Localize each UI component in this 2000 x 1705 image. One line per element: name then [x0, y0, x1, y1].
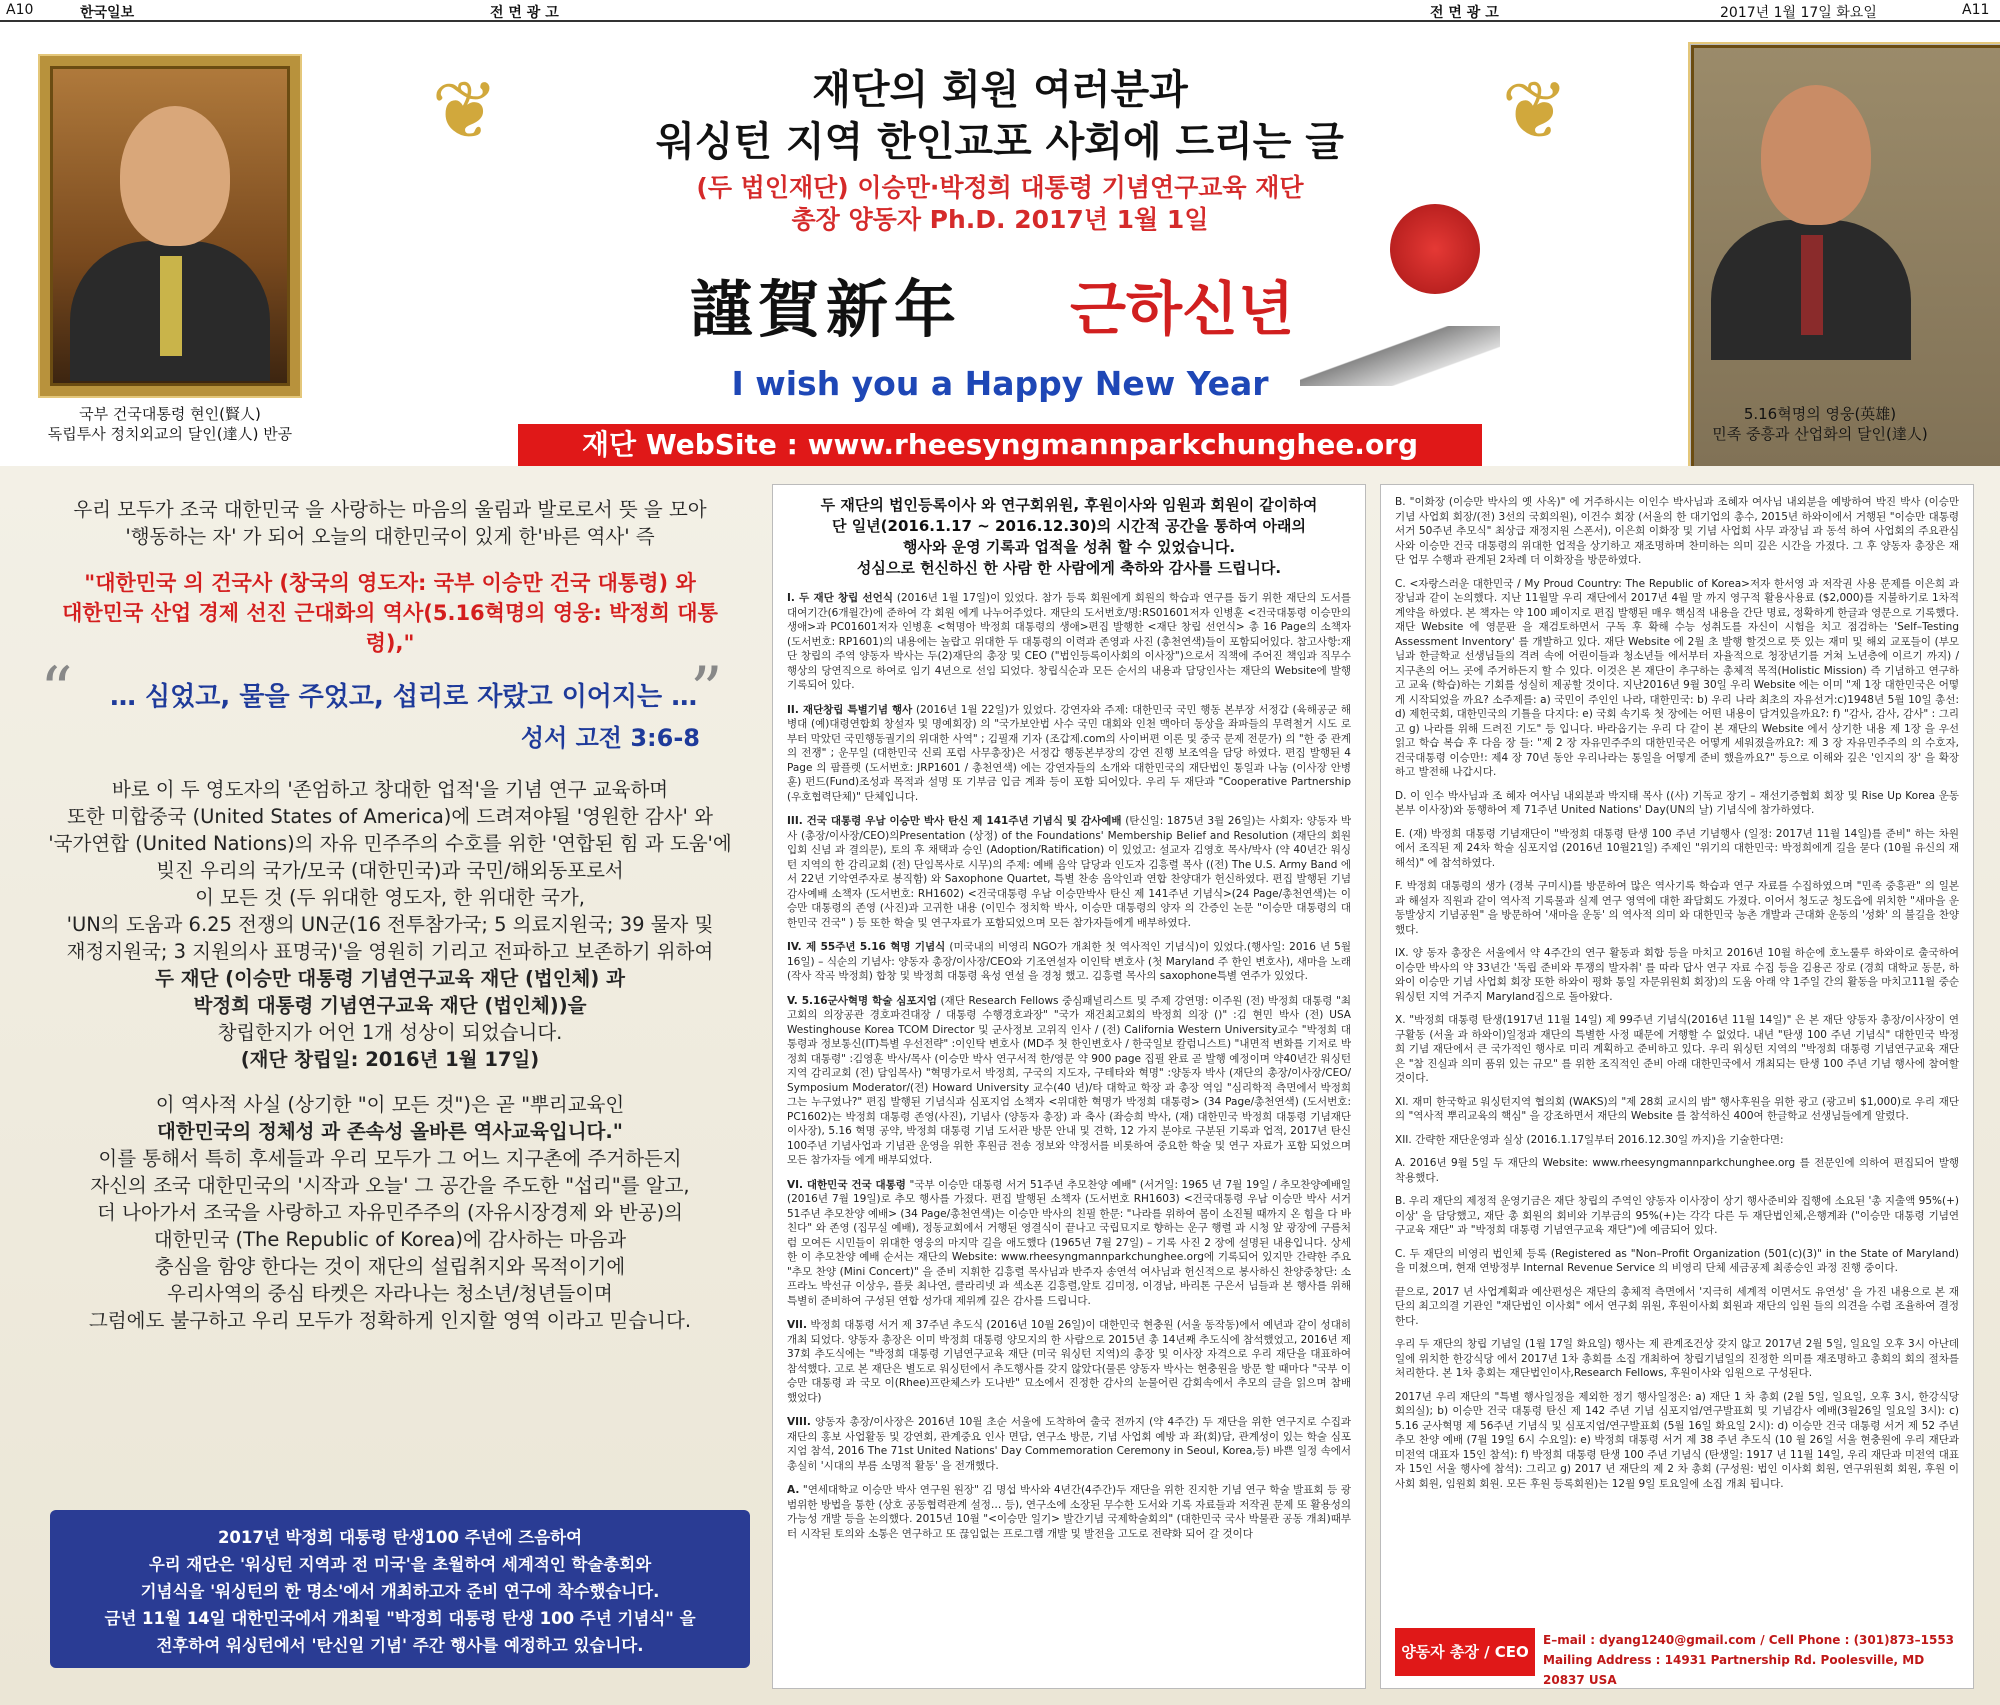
body-line: 이 역사적 사실 (상기한 "이 모든 것")은 곧 "뿌리교육인: [155, 1093, 625, 1116]
report-item: [787, 1415, 1351, 1473]
report-item: [787, 703, 1351, 805]
report-item: [1395, 1133, 1959, 1148]
announcement-line: 전후하여 워싱턴에서 '탄신일 기념' 주간 행사를 예정하고 있습니다.: [156, 1636, 644, 1655]
quote-text: … 심었고, 물을 주었고, 섭리로 자랐고 이어지는 …: [110, 682, 698, 712]
report-item-label: D.: [1395, 789, 1407, 802]
report-item-label: V. 5.16군사혁명 학술 심포지엄: [787, 994, 937, 1007]
scripture-quote: [40, 654, 740, 756]
body-line: 자신의 조국 대한민국의 '시작과 오늘' 그 공간을 주도한 "섭리"를 알고,: [90, 1174, 690, 1197]
report-item-text: <자랑스러운 대한민국 / My Proud Country: The Republic of Korea>저자 한서영 과 저작권 사용 문제를 이은희 과장님과 같이 논의했다. 지난 11월말 우리 재단에서 2017년 4월 말 까지 영구적 활용사용료 ($2,000)를 지불하기로 1차적 계약을 하였다. 본 책자는 약 100 페이지로 편집 발행된 매우 핵심적 내용을 간단 명료, 정확하게 한글과 영문으로 기록했다. 재단 Website 에 영문판 을 재검토하면서 구독 후 확해 수능 성취도를 자신이 시험을 치고 점검하는 'Self–Testing Assessment Inventory' 를 개발하고 있다. 재단 Website 에 2월 초 발행 할것으로 뜻 있는 재미 및 해외 교포들이 (부모님과 한글학교 선생님들의 격려 속에 어린이들과 청소년들 에서부터 자율적으로 청장년기를 거쳐 노년층에 이르기 까지) / 지구촌의 어느 곳에 주거하든지 할 수 있다. 이것은 본 재단이 추구하는 총체적 목적(Holistic Mission) 즉 기념하고 연구하고 교육 (학습)하는 기회를 성실히 제공할 것이다. 지난2016년 9월 30일 우리 Website 에는 이미 "제 1장 대한민국은 어떻게 시작되었을 까요? 소주제를: a) 국민이 주인인 나라, 대한민국: b) 우리 나라 최초의 자유선거:c)1948년 5월 10일 총선: d) 제헌국회, 대한민국의 기틀을 다지다: e) 국회 속기록 첫 장에는 어떤 내용이 담겨있을까요?: f) "감사, 감사, 감사" : 그리고 g) 나라를 위해 드려진 기도" 등 입니다. 바라옵기는 우리 다 같이 본 재단의 Website 에서 상기한 내용 제 1장 을 우선 읽고 학습 복습 후 다음 장 들: "제 2 장 자유민주주의 대한민국은 어떻게 세워졌을까요?: 제 3 장 자유민주주의 의 수호자, 건국대통령 이승만!: 제4 장 70년 동안 우리나라는 통일을 어떻게 준비 했을까요?" 등으로 이해와 깊은 '인지의 장' 을 확장하고 발전해 나갑시다.: [1395, 577, 1959, 778]
report-item-text: 두 재단의 비영리 법인체 등록 (Registered as "Non–Profit Organization (501(c)(3)" in the State of Maryland)을 미쳤으며, 현재 연방정부 Internal Revenue Service 의 비영리 단체 세금공제 최종승인 과정 진행 중이다.: [1395, 1247, 1959, 1274]
report-item-label: XII.: [1395, 1133, 1412, 1146]
report-item: [1395, 1285, 1959, 1329]
portrait-face: [120, 106, 230, 246]
report-item: [787, 814, 1351, 930]
title-line: 재단의 회원 여러분과: [812, 67, 1188, 113]
page-number-right: A11: [1962, 2, 1990, 18]
subtitle: [560, 172, 1440, 236]
website-prefix: 재단 WebSite :: [581, 428, 808, 461]
report-item-label: XI.: [1395, 1095, 1409, 1108]
contact-block: [1395, 1628, 1961, 1687]
report-item: [1395, 1390, 1959, 1492]
report-item: [787, 1318, 1351, 1405]
report-item-text: 박정희 대통령 서거 제 37주년 추도식 (2016년 10월 26일)이 대한민국 현충원 (서울 동작동)에서 예년과 같이 성대히 개최 되었다. 양동자 총장은 이미 박정희 대통령 양모지의 한 사람으로 2015년 총 14년째 추도식에 참석했었고, 2016년 제 37회 추도식에는 "박정희 대통령 기념연구교육 재단 (미국 워싱턴 지역)의 총장 및 이사장 자격으로 우리 재단을 대표하여 참석했다. 고로 본 재단은 별도로 워싱턴에서 추도행사를 갖지 않았다(물론 양동자 박사는 현충원을 방문 할 때마다 "국부 이승만 대통령 과 국모 이(Rhee)프란체스카 도나반" 묘소에서 진정한 감사의 눈물어린 감회속에서 추모의 글을 읽으며 참배 했었다): [787, 1319, 1351, 1404]
report-item-label: C.: [1395, 577, 1406, 590]
caption-line: 민족 중흥과 산업화의 달인(達人): [1712, 425, 1928, 443]
report-item-text: 우리 재단의 제정적 운영기금은 재단 창립의 주역인 양동자 이사장이 상기 행사준비와 집행에 소요된 '총 지출액 95%(+) 이상' 을 담당했고, 재단 총 회원의 회비와 기부금의 95%(+)는 각각 다른 두 재단법인체,은행계좌 ("이승만 대통령 기념연구교육 재단" 과 "박정희 대통령 기념연구교육 재단")에 예금되어 있다.: [1395, 1195, 1960, 1236]
body-line: 재정지원국; 3 지원의사 표명국)'을 영원히 기리고 전파하고 보존하기 위하여: [66, 940, 714, 963]
report-item: [1395, 495, 1959, 568]
report-item: [787, 591, 1351, 693]
report-item: [1395, 577, 1959, 780]
report-item-text: 양 동자 총장은 서울에서 약 4주간의 연구 활동과 회합 등을 마치고 2016년 10월 하순에 호노룰루 하와이로 출국하여 이승만 박사의 약 33년간 '독립 준비와 투쟁의 발자취' 를 따라 답사 연구 자료 수집 등을 김용곤 장로 (경희 대학교 동문, 하와이 이승만 기념 사업회 회장 또한 하와이 평화 통일 자문위원회 회장)의 도움 아래 약 1주일 간의 활동을 마치고11월 중순 워싱턴 지역 거주지 Maryland집으로 돌아왔다.: [1395, 947, 1959, 1003]
report-item-label: VII.: [787, 1319, 807, 1331]
report-item-text: (재) 박정희 대통령 기념재단이 "박정희 대통령 탄생 100 주년 기념행사 (일정: 2017년 11월 14일)를 준비" 하는 차원에서 조직된 제 24차 학술 심포지엄 (2016년 10월21일) 주제인 "위기의 대한민국: 박정희에게 길을 묻다 (10월 유신의 재해석)" 에 참석하였다.: [1395, 827, 1959, 869]
intro-line: 우리 모두가 조국 대한민국 을 사랑하는 마음의 울림과 발로로서 뜻 을 모아: [73, 498, 707, 521]
body-line: 빚진 우리의 국가/모국 (대한민국)과 국민/해외동포로서: [156, 859, 624, 882]
section-label-right: 전 면 광 고: [1430, 5, 1499, 21]
report-item-label: B.: [1395, 1195, 1406, 1207]
report-item-text: 우리 두 재단의 창립 기념일 (1월 17일 화요일) 행사는 제 관계조건상 갖지 않고 2017년 2월 5일, 일요일 오후 3시 아난데일에 위치한 한강식당 에서 2017년 1차 총회를 소집 개최하여 창립기념일의 진정한 의미를 재조명하고 총회의 회의 절차를 처리한다. 본 1차 총회는 재단법인이사,Research Fellows, 후원이사와 임원으로 구성된다.: [1395, 1338, 1959, 1379]
close-quote-icon: ”: [690, 654, 723, 728]
body-line: 창립한지가 어언 1개 성상이 되었습니다.: [217, 1021, 563, 1044]
report-item-text: "박정희 대통령 탄생(1917년 11월 14일) 제 99주년 기념식(2016년 11월 14일)" 은 본 재단 양동자 총장/이사장이 연구활동 (서울 과 하와이)일정과 재단의 특별한 사정 때문에 거행할 수 없었다. 내년 "탄생 100 주년 기념식" 대한민국 박정희 기념 재단에서 큰 국가적인 행사로 미리 계획하고 준비하고 있다. 우리 워싱턴 지역의 "박정희 대통령 기념연구교육 재단은 "참 진실과 의미 품위 있는 규모" 를 위한 조직적인 준비 아래 대한민국에서 개최되는 탄생 100 주년 기념 행사에 참여할 것이다.: [1395, 1014, 1959, 1084]
body-line: '국가연합 (United Nations)의 자유 민주주의 수호를 위한 '연합된 힘 과 도움'에: [48, 832, 732, 855]
report-item: [1395, 1247, 1959, 1276]
left-column: [40, 496, 740, 1334]
center-column: [772, 484, 1366, 1689]
report-item: [1395, 1156, 1959, 1185]
caption-line: 국부 건국대통령 현인(賢人): [79, 405, 261, 423]
body-line: 'UN의 도움과 6.25 전쟁의 UN군(16 전투참가국; 5 의료지원국; 39 물자 및: [66, 913, 714, 936]
report-item-text: 이 인수 박사님과 조 혜자 여사님 내외분과 박지태 목사 ((사) 기독교 장기 – 재선기증협회 회장 및 Rise Up Korea 운동본부 이사장)와 동행하여 제 71주년 United Nations' Day(UN의 날) 기념식에 참가하였다.: [1395, 789, 1960, 816]
website-banner[interactable]: [518, 424, 1482, 466]
newspaper-name: 한국일보: [80, 5, 135, 21]
website-url[interactable]: www.rheesyngmannparkchunghee.org: [807, 428, 1419, 461]
new-year-calligraphy-hanja: 謹賀新年: [690, 273, 963, 346]
body-line: 또한 미합중국 (United States of America)에 드려져야될 '영원한 감사' 와: [67, 805, 713, 828]
report-item-label: X.: [1395, 1014, 1406, 1026]
report-item-text: 2016년 9월 5일 두 재단의 Website: www.rheesyngmannparkchunghee.org 를 전문인에 의하여 편집되어 발행 착용했다.: [1395, 1157, 1960, 1184]
issue-date: 2017년 1월 17일 화요일: [1720, 5, 1877, 21]
report-item-label: II. 재단창립 특별기념 행사: [787, 703, 913, 716]
portrait-face: [1761, 85, 1871, 225]
right-column: [1380, 484, 1974, 1689]
portrait-tie: [1801, 235, 1823, 335]
report-item-text: (재단 Research Fellows 중심패널리스트 및 주제 강연명: 이주원 (전) 박정희 대통령 "최고회의 의장공관 경호파견대장 / 대통령 수행경호과장" "국가 재건최고회의 박정희 의장 ()" :김 현민 박사 (전) USA Westinghouse Korea TCOM Director 및 군사정보 고위직 인사 / (전) California Western University교수 "박정희 대통령과 정보통신(IT)특별 우선전략" :이인탁 변호사 (MD주 첫 한인변호사 / 한국일보 칼럼니스트) "내면적 변화를 기저로 박정희 대통령" :김영훈 박사/목사 (이승만 박사 연구서적 한/영문 약 900 page 집필 완료 곧 발행 예정이며 약40년간 워싱턴 지역 감리교회 (전) 담임목사) "혁명가로서 박정희, 구국의 지도자, 구테타와 혁명" :양동자 박사 (재단의 총장/이사장/CEO/ Symposium Moderator/(전) Howard University 교수(40 년)/타 대학교 학장 과 총장 역임 "심리학적 측면에서 박정희 그는 누구였나?" 편집 발행된 기념식과 심포지엄 소책자 <위대한 혁명가 박정희 대통령> (34 Page/총천연색) (도서번호: PC1602)는 박정희 대통령 존영(사진), 기념사 (양동자 총장) 과 축사 (좌승희 박사, (재) 대한민국 박정희 대통령 기념재단 이사장), 5.16 혁명 공약, 박정희 대통령 기념 도서관 방문 안내 및 견학, 12 가지 분야로 구분된 기록과 업적, 2017년 탄신 100주년 기념사업과 기념관 운영을 위한 후원금 전송 정보와 약정서를 비롯하여 중요한 학술 및 연구 자료가 포함 되었으며 모든 참가자들 에게 배부되었다.: [787, 994, 1351, 1166]
portrait-tie: [160, 256, 182, 356]
report-item: [1395, 1013, 1959, 1086]
body-line: 충심을 함양 한다는 것이 재단의 설립취지와 목적이기에: [154, 1255, 626, 1278]
ad-header: [0, 26, 2000, 466]
body-line: 더 나아가서 조국을 사랑하고 자유민주주의 (자유시장경제 와 반공)의: [96, 1201, 684, 1224]
announcement-box: [50, 1510, 750, 1668]
red-statement: "대한민국 의 건국사 (창국의 영도자: 국부 이승만 건국 대통령) 와: [84, 571, 696, 595]
report-item-label: F.: [1395, 880, 1403, 892]
ceo-label: 양동자 총장 / CEO: [1395, 1628, 1535, 1676]
report-item-label: B.: [1395, 496, 1406, 508]
phoenix-left-icon: ❦: [431, 64, 499, 157]
report-item: [1395, 879, 1959, 937]
report-item: [787, 940, 1351, 984]
report-item-text: "연세대학교 이승만 박사 연구원 원장" 김 명섭 박사와 4년간(4주간)두 재단을 위한 진지한 기념 연구 학술 발표회 등 광범위한 방법을 통한 (상호 공동협력관계 설정… 등), 연구소에 소장된 무수한 도서와 기록 자료들과 저작권 문제 또 활용성의 가능성 개발 등을 논의했다. 2015년 10월 "<이승만 일기> 발간기념 국제학술회의" (대한민국 국사 박물관 공동 개최)때부터 시작된 토의와 소통은 연구하고 또 끊임없는 프로그램 개발 및 발전을 고도로 전략화 되어 갈 것이다: [787, 1484, 1351, 1540]
phoenix-right-icon: ❦: [1501, 64, 1569, 157]
report-item-label: I. 두 재단 창립 선언식: [787, 592, 893, 604]
mailing-address: Mailing Address : 14931 Partnership Rd. Poolesville, MD 20837 USA: [1543, 1653, 1925, 1687]
founding-date: (재단 창립일: 2016년 1월 17일): [240, 1048, 540, 1071]
title-line: 워싱턴 지역 한인교포 사회에 드리는 글: [656, 119, 1344, 165]
body-line: 대한민국의 정체성 과 존속성 올바른 역사교육입니다.": [157, 1120, 623, 1143]
report-item-label: III. 건국 대통령 우남 이승만 박사 탄신 제 141주년 기념식 및 감사예배: [787, 815, 1122, 827]
body-line: 이 모든 것 (두 위대한 영도자, 한 위대한 국가,: [195, 886, 585, 909]
report-list: [787, 591, 1351, 1541]
body-line: 이를 통해서 특히 후세들과 우리 모두가 그 어느 지구촌에 주거하든지: [98, 1147, 682, 1170]
report-item-label: VIII.: [787, 1416, 811, 1428]
report-item-text: (미국내의 비영리 NGO가 개최한 첫 역사적인 기념식)이 있었다.(행사일: 2016 년 5월 16일) – 식순의 기념사: 양동자 총장/이사장/CEO와 기조연설자 이인탁 변호사 (첫 Maryland 주 한인 변호사), 새마을 노래 (작사 작곡 박정희) 합창 및 박정희 대통령 육성 연설 을 경청 했고. 김흥렬 목사의 saxophone특별 연주가 있었다.: [787, 941, 1351, 982]
report-item-label: E.: [1395, 827, 1405, 840]
red-sun-icon: [1390, 204, 1480, 294]
body-line: 우리사역의 중심 타켓은 자라나는 청소년/청년들이며: [167, 1282, 613, 1305]
announcement-line: 금년 11월 14일 대한민국에서 개최될 "박정희 대통령 탄생 100 주년 기념식" 을: [104, 1609, 696, 1628]
report-item-text: 끝으로, 2017 년 사업계획과 예산편성은 재단의 총체적 측면에서 '지극히 세계적 이면서도 유연성' 을 가진 내용으로 본 재단의 최고의결 기관인 "재단법인 이사회" 에서 연구회 위원, 후원이사회 회원과 재단의 임원 들의 의견을 수렴 조율하여 결정한다.: [1395, 1285, 1959, 1327]
heading-line: 행사와 운영 기록과 업적을 성취 할 수 있었습니다.: [902, 538, 1236, 556]
new-year-calligraphy-korean: 근하신년: [1070, 275, 1295, 343]
report-item-text: 간략한 재단운영과 실상 (2016.1.17일부터 2016.12.30일 까지)을 기술한다면:: [1415, 1133, 1784, 1146]
report-item-text: (2016년 1월 17일)이 있었다. 참가 등록 회원에게 회원의 학습과 연구를 돕기 위한 재단의 도서를 대여기간(6개월간)에 준하여 각 회원 에게 나누어주었다. 재단의 도서번호/명:RS01601저자 인병훈 <건국대통령 이승만의 생애>과 PC01601저자 인병훈 <혁명아 박정희 대통령의 생애>편집 발행한 <재단 창립 선언식> 총 16 Page의 소책자 (도서번호: RP1601)의 내용에는 놀랍고 위대한 두 대통령의 이력과 존영과 사진 (총천연색)들이 포함되어있다. 참고사항:재단 창립의 주역 양동자 박사는 두(2)재단의 총장 및 CEO ("법인등록이사회의 이사장")으로서 직책에 주어진 책임과 직무수행상의 당연직으로 하여로 임기 4년으로 선임 되었다. 창립식순과 모든 순서의 내용과 담당인사는 재단의 Website에 발행 기록되어 있다.: [787, 592, 1351, 691]
intro-line: '행동하는 자' 가 되어 오늘의 대한민국이 있게 한'바른 역사' 즉: [125, 525, 655, 548]
report-item: [787, 994, 1351, 1168]
body-line: 대한민국 (The Republic of Korea)에 감사하는 마음과: [153, 1228, 627, 1251]
report-item: [1395, 946, 1959, 1004]
caption-line: 5.16혁명의 영웅(英雄): [1743, 405, 1897, 423]
report-item-text: 양동자 총장/이사장은 2016년 10월 초순 서울에 도착하여 출국 전까지 (약 4주간) 두 재단을 위한 연구지로 수집과 재단의 홍보 사업활동 및 강연회, 관계중요 인사 면담, 연구소 방문, 기념 사업회 예방 과 좌(회)담, 관계성이 있는 학술 심포지엄 참석, 2016 The 71st United Nations' Day Commemoration Ceremony in Seoul, Korea,등) 바쁜 일정 속에서 총실히 '시대의 부름 소명적 활동' 을 전개했다.: [787, 1416, 1352, 1472]
new-year-wish: I wish you a Happy New Year: [731, 364, 1269, 403]
page-header-bar: [0, 0, 2000, 22]
report-item-text: (2016년 1월 22일)가 있었다. 강연자와 주제: 대한민국 국민 행동 본부장 서정갑 (육해공군 해병대 (예)대령연합회 창설자 및 명예회장) 의 "국가보안법 사수 국민 대회와 인천 맥아더 동상을 좌파들의 무력철거 시도 로부터 막았던 국민행동궐기의 위대한 사역" ; 김필재 기자 (조갑제.com의 사이버편 이론 및 중국 문제 전문가) 의 "한 중 관계의 전쟁" ; 운무일 (대한민국 신뢰 포럼 사무총장)은 서정갑 행동본부장의 강연 진행 보조역을 담당 하였다. 편집 발행된 4 Page 의 팜플렛 (도서번호: JRP1601 / 총천연색) 에는 강연자들의 소개와 대한민국의 재단법인 통일과 나눔 (이사장 안병훈) 펀드(Fund)조성과 목적과 설명 또 기부금 입금 계좌 등이 포함 되어있다. 우리 두 재단과 "Cooperative Partnership (우호협력단체)" 단체입니다.: [787, 703, 1352, 803]
announcement-line: 우리 재단은 '워싱턴 지역과 전 미국'을 초월하여 세계적인 학술총회와: [148, 1555, 652, 1574]
body-line: 두 재단 (이승만 대통령 기념연구교육 재단 (법인체) 과: [155, 967, 625, 990]
portrait-caption-left: [20, 404, 320, 444]
report-item: [1395, 1194, 1959, 1238]
red-statement: 대한민국 산업 경제 선진 근대화의 역사(5.16혁명의 영웅: 박정희 대통령),": [62, 601, 718, 655]
report-item: [1395, 789, 1959, 818]
report-item-label: A.: [787, 1484, 800, 1496]
report-item-text: (탄신일: 1875년 3월 26일)는 사회자: 양동자 박사 (총장/이사장/CEO)의Presentation (상정) of the Foundations' Membership Belief and Resolution (재단의 회원입회 신념 과 결의문), 토의 후 채택과 승인 (Adoption/Ratification) 이 있었고: 설교자 김영호 목사/박사 (약 40년간 워싱턴 지역의 한 감리교회 (전) 단임목사로 시무)의 주제: 예배 음악 담당과 인도자 김흥렬 목사 ((전) The U.S. Army Band 에서 22년 기악연주자로 봉직함) 와 Saxophone Quartet, 특별 찬송 음악인과 연합 찬양대가 헌신하였다. 편집 발행된 기념 감사예배 소책자 (도서번호: RH1602) <건국대통령 우남 이승만박사 탄신 제 141주년 기념식>(24 Page/총천연색)는 이승만 대통령의 존영 (사진)과 고귀한 내용 (이민수 정치학 박사, 이승만 대통령의 양자 의 간증인 논문 "이승만 대통령의 대한민국 건국" ) 등 또한 학술 및 연구자료가 포함되었으며 모든 참가자들에게 배부하였다.: [787, 815, 1351, 929]
report-item-text: 박정희 대통령의 생가 (경북 구미시)를 방문하여 많은 역사기록 학습과 연구 자료를 수집하였으며 "민족 중흥관" 의 일본과 해설자 직원과 같이 역사적 기록물과 실제 연구 영역에 대한 좌담회도 가졌다. 이어서 청도군 청도읍에 위치한 "새마을 운동발상지 기념공원" 을 방문하여 '새마을 운동' 의 역사적 의미 와 대한민국 농촌 개발과 근대화 운동의 '성화' 의 불길을 찬양했다.: [1395, 880, 1959, 936]
announcement-line: 기념식을 '워싱턴의 한 명소'에서 개최하고자 준비 연구에 착수했습니다.: [140, 1582, 660, 1601]
portrait-caption-right: [1670, 404, 1970, 444]
body-line: 바로 이 두 영도자의 '존엄하고 창대한 업적'을 기념 연구 교육하며: [111, 778, 669, 801]
report-item-label: IV. 제 55주년 5.16 혁명 기념식: [787, 941, 946, 953]
report-item-text: 2017년 우리 재단의 "특별 행사일정을 제외한 정기 행사일정은: a) 재단 1 차 총회 (2월 5일, 일요일, 오후 3시, 한강식당 회의실); b) 이승만 건국 대통령 탄신 제 142 주년 기념 심포지엄/연구발표회 및 기념감사 예배(3월26일 일요일 3시): c) 5.16 군사혁명 제 56주년 기념식 및 심포지엄/연구발표회 (5월 16일 화요일 2시): d) 이승만 건국 대통령 서거 제 52 주년 추모 찬양 예배 (7월 19일 6시 수요일): e) 박정희 대통령 서거 제 38 주년 추도식 (10 월 26일 서울 현충원에 우리 재단과 미전역 대표자 15인 참석): f) 박정희 대통령 탄생 100 주년 기념식 (탄생일: 1917 년 11월 14일, 우리 재단과 미전역 대표자 15인 서울 행사에 참석): 그리고 g) 2017 년 재단의 제 2 차 총회 (구성원: 법인 이사회 회원, 연구위원회 회원, 후원 이사회 회원, 임원회 회원. 모든 후원 등록회원)는 12월 9일 토요일에 소집 개최 됩니다.: [1395, 1390, 1959, 1490]
ad-body: [0, 466, 2000, 1705]
report-list-continued: [1395, 495, 1959, 1491]
report-item: [1395, 827, 1959, 871]
report-item: [787, 1178, 1351, 1309]
report-item-text: "국부 이승만 대통령 서거 51주년 추모찬양 예배" (서거일: 1965 년 7월 19일 / 추모찬양예배일 (2016년 7월 19일)로 추모 행사를 가졌다. 편집 발행된 소책자 (도서번호 RH1603) <건국대통령 우남 이승만 박사 서거 51주년 추모찬양 예배> (34 Page/총천연색)는 이승만 박사의 친필 한문: "나라를 위하여 몸이 소진될 때까지 온 힘을 다 바친다" 와 존영 (집무실 예배), 정동교회에서 거행된 영결식이 끝나고 국립묘지로 향하는 운구 행렬 과 시청 앞 광장에 구름처럼 모여든 시민들이 위대한 영웅의 마지막 길을 애도했다 (1965년 7월 27일) – 기록 사진 2 장에 설명된 내용입니다. 상세한 이 추모찬양 예배 순서는 재단의 Website: www.rheesyngmannparkchunghee.org에 기록되어 있지만 간략한 주요 "추모 찬양 (Mini Concert)" 을 준비 지휘한 김흥렬 목사님과 반주자 송연석 여사님과 헌신적으로 봉사하신 찬양중창단: 소프라노 박선규 이상우, 플룻 최나연, 클라리넷 과 섹소폰 김흥렬,알토 김미정, 이경남, 바리톤 구은서 님들과 본 행사를 위해 특별히 준비하여 구성된 연합 성가대 제위께 깊은 감사를 드립니다.: [787, 1178, 1352, 1307]
main-title: [560, 64, 1440, 168]
open-quote-icon: “: [40, 654, 73, 728]
body-line: 박정희 대통령 기념연구교육 재단 (법인체))을: [193, 994, 587, 1017]
subtitle-line: (두 법인재단) 이승만·박정희 대통령 기념연구교육 재단: [696, 173, 1304, 202]
center-heading: [787, 495, 1351, 579]
report-item-text: 재미 한국학교 워싱턴지역 협의회 (WAKS)의 "제 28회 교시의 밤" 행사후원을 위한 광고 (광고비 $1,000)로 우리 재단의 "역사적 뿌리교육의 핵심" 을 강조하면서 재단의 Website 를 참석하신 400여 한글학교 선생님들에게 알렸다.: [1395, 1095, 1959, 1122]
page-number-left: A10: [6, 2, 34, 18]
section-label-left: 전 면 광 고: [490, 5, 559, 21]
heading-line: 단 일년(2016.1.17 ~ 2016.12.30)의 시간적 공간을 통하여 아래의: [831, 517, 1307, 535]
report-item: [1395, 1095, 1959, 1124]
report-item-label: VI. 대한민국 건국 대통령: [787, 1178, 906, 1191]
announcement-line: 2017년 박정희 대통령 탄생100 주년에 즈음하여: [217, 1528, 583, 1547]
heading-line: 성심으로 헌신하신 한 사람 한 사람에게 축하와 감사를 드립니다.: [856, 559, 1282, 577]
report-item-label: C.: [1395, 1247, 1406, 1260]
portrait-rhee-syngman: [40, 56, 300, 396]
body-line: 그럼에도 불구하고 우리 모두가 정확하게 인지할 영역 이라고 믿습니다.: [88, 1309, 692, 1332]
report-item-text: "이화장 (이승만 박사의 옛 사옥)" 에 거주하시는 이인수 박사님과 조혜자 여사님 내외분을 예방하여 박진 박사 (이승만 기념 사업회 회장/(전) 3선의 국회의원), 이건수 회장 (서울의 한 대기업의 총수, 2015년 하와이에서 거행된 "이승만 대통령 서거 50주년 추모식" 최상급 재정지원 스폰서), 이은희 이화장 및 기념 사업회 사무 과장님 과 동석 하여 사업회의 주요관심사와 이승만 건국 대통령의 위대한 업적을 상기하고 재조명하며 찬미하는 의미 깊은 시간을 가졌다. 그 후 양동자 총장은 재단 업무 수행과 관계된 2차례 더 이화장을 방문하였다.: [1395, 496, 1959, 566]
email-phone[interactable]: E–mail : dyang1240@gmail.com / Cell Phone : (301)873–1553: [1543, 1633, 1955, 1647]
caption-line: 독립투사 정치외교의 달인(達人) 반공: [47, 425, 293, 443]
quote-source: 성서 고전 3:6-8: [520, 724, 700, 752]
report-item: [787, 1483, 1351, 1541]
report-item-label: A.: [1395, 1157, 1406, 1169]
report-item-label: IX.: [1395, 947, 1409, 959]
subtitle-line: 총장 양동자 Ph.D. 2017년 1월 1일: [791, 205, 1209, 234]
heading-line: 두 재단의 법인등록이사 와 연구회위원, 후원이사와 임원과 회원이 같이하여: [820, 496, 1318, 514]
report-item: [1395, 1337, 1959, 1381]
contact-info: [1543, 1630, 1961, 1690]
